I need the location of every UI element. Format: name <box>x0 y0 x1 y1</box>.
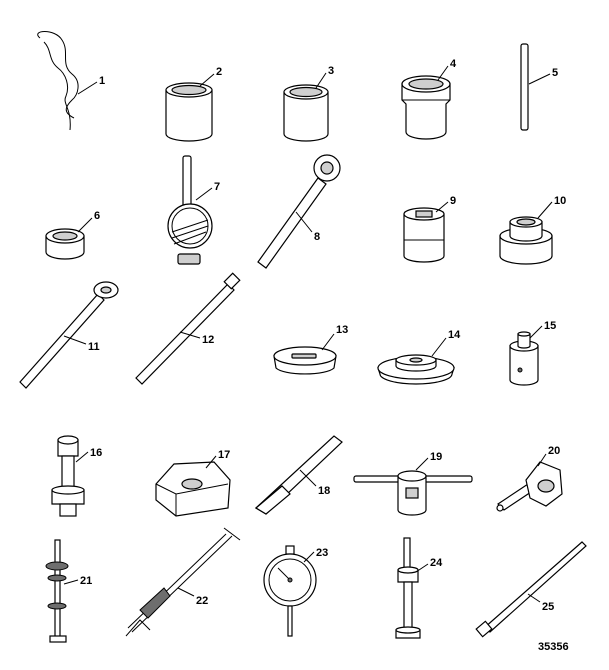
callout-23: 23 <box>316 547 329 559</box>
callout-21: 21 <box>80 575 93 587</box>
callout-10: 10 <box>554 195 567 207</box>
item-12-bar <box>136 273 240 384</box>
callout-6: 6 <box>94 210 101 222</box>
item-18-pry <box>256 436 342 514</box>
callout-3: 3 <box>328 65 335 77</box>
figure-id: 35356 <box>538 641 569 653</box>
callout-8: 8 <box>314 231 321 243</box>
callout-24: 24 <box>430 557 443 569</box>
item-19-t-tool <box>354 451 472 515</box>
callout-12: 12 <box>202 334 215 346</box>
callout-19: 19 <box>430 451 443 463</box>
callout-15: 15 <box>544 320 557 332</box>
item-6-ring <box>46 210 100 259</box>
item-23-dial-indicator <box>264 546 328 636</box>
callout-9: 9 <box>450 195 457 207</box>
callout-16: 16 <box>90 447 103 459</box>
callout-18: 18 <box>318 485 331 497</box>
item-25-long-rod <box>476 542 586 637</box>
callout-4: 4 <box>450 58 457 70</box>
item-20-offset-tool <box>497 445 562 511</box>
callout-2: 2 <box>216 66 223 78</box>
callout-25: 25 <box>542 601 555 613</box>
item-24-collar-shaft <box>396 538 443 638</box>
callout-1: 1 <box>99 75 106 87</box>
callout-17: 17 <box>218 449 231 461</box>
callout-11: 11 <box>88 341 100 353</box>
item-11-wrench <box>20 282 118 388</box>
item-15-bushing <box>510 320 556 385</box>
item-8-wrench <box>258 155 340 268</box>
callout-5: 5 <box>552 67 559 79</box>
item-2-sleeve <box>166 66 222 141</box>
item-1-rope <box>38 32 105 131</box>
callout-13: 13 <box>336 324 349 336</box>
callout-7: 7 <box>214 181 221 193</box>
item-3-sleeve <box>284 65 334 141</box>
item-21-puller <box>46 540 92 642</box>
item-7-clamp <box>168 156 220 264</box>
item-22-probe <box>126 528 240 636</box>
item-14-plate <box>378 329 461 384</box>
item-5-rod <box>521 44 558 130</box>
item-16-shaft <box>52 436 102 516</box>
callout-14: 14 <box>448 329 461 341</box>
item-9-socket <box>404 195 456 262</box>
callout-20: 20 <box>548 445 561 457</box>
item-10-ring <box>500 195 566 264</box>
item-4-sleeve <box>402 58 457 139</box>
item-13-plug <box>274 324 348 374</box>
callout-22: 22 <box>196 595 209 607</box>
item-17-block <box>156 449 230 516</box>
